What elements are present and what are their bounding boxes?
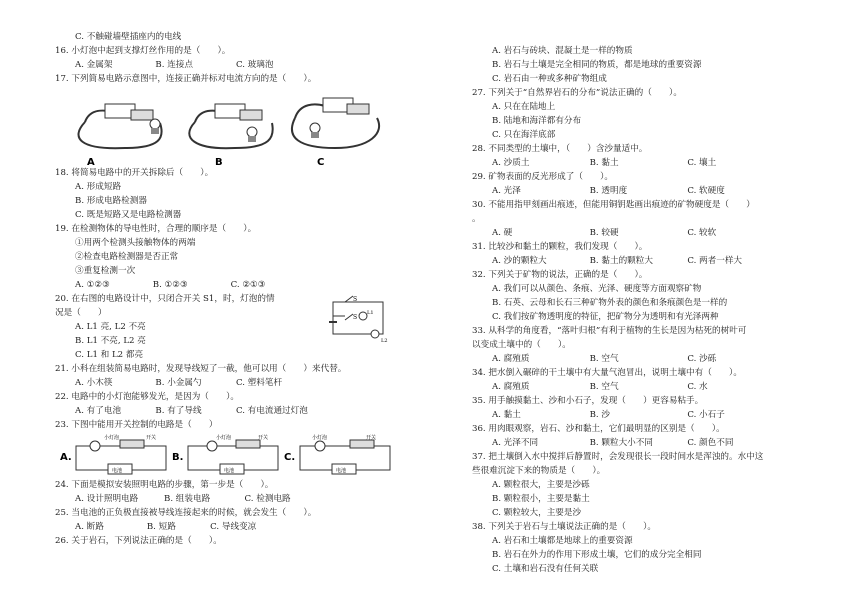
question-text-line: 26. 关于岩石，下列说法正确的是（ ）。 <box>55 536 222 546</box>
question-text-line: A. 形成短路 <box>75 182 122 192</box>
question-text-line: A. 颗粒很大，主要是沙砾 <box>492 480 590 490</box>
circuit-b-diagram <box>189 104 272 148</box>
question-text-line: A. 黏土 B. 沙 C. 小石子 <box>492 410 725 420</box>
option-b-label: B. <box>172 452 184 463</box>
question-text-line: B. 石英、云母和长石三种矿物外表的颜色和条痕颜色是一样的 <box>492 298 728 308</box>
switch-s1-label: S <box>353 296 358 303</box>
question-text-line: C. 土壤和岩石没有任何关联 <box>492 564 599 574</box>
option-b-bulb-text: 小灯泡 <box>216 435 232 441</box>
circuit-a-label: A <box>87 157 95 168</box>
option-c-bulb-text: 小灯泡 <box>312 435 328 441</box>
lamp-l2-label: L2 <box>381 338 388 344</box>
question-text-line: 20. 在右图的电路设计中，只闭合开关 S1，时，灯泡的情 <box>55 294 275 304</box>
question-text-line: B. 岩石与土壤是完全相同的物质，都是地球的重要资源 <box>492 60 702 70</box>
question-text-line: A. 腐殖质 B. 空气 C. 沙砾 <box>492 354 717 364</box>
question-text-line: A. 腐殖质 B. 空气 C. 水 <box>492 382 708 392</box>
question-text-line: 27. 下列关于“自然界岩石的分布”说法正确的（ ）。 <box>472 88 682 98</box>
question-text-line: A. ①②③ B. ①②③ C. ②①③ <box>75 280 266 290</box>
option-b-battery-text: 电池 <box>224 468 235 474</box>
question-text-line: A. 断路 B. 短路 C. 导线变凉 <box>75 522 257 532</box>
option-a-switch-text: 开关 <box>146 435 157 441</box>
circuit-c-label: C <box>317 157 325 168</box>
circuit-c-diagram <box>292 98 379 148</box>
question-text-line: A. 设计照明电路 B. 组装电路 C. 检测电路 <box>75 494 291 504</box>
question-text-line: B. 形成电路检测器 <box>75 196 147 206</box>
question-text-line: A. 光泽 B. 透明度 C. 软硬度 <box>492 186 725 196</box>
question-text-line: A. 沙质土 B. 黏土 C. 壤土 <box>492 158 717 168</box>
question-text-line: 36. 用肉眼观察，岩石、沙和黏土，它们最明显的区别是（ ）。 <box>472 424 725 434</box>
question-text-line: 32. 下列关于矿物的说法，正确的是（ ）。 <box>472 270 648 280</box>
question-text-line: A. 有了电池 B. 有了导线 C. 有电流通过灯泡 <box>75 406 308 416</box>
question-text-line: 17. 下列简易电路示意图中，连接正确并标对电流方向的是（ ）。 <box>55 74 317 84</box>
question-text-line: A. 硬 B. 较硬 C. 较软 <box>492 228 717 238</box>
question-text-line: C. 只在海洋底部 <box>492 130 556 140</box>
question-text-line: A. 沙的颗粒大 B. 黏土的颗粒大 C. 两者一样大 <box>492 256 743 266</box>
option-a-circuit <box>60 434 166 474</box>
circuit-a-diagram <box>78 104 161 148</box>
question-text-line: 34. 把水倒入碾碎的干土壤中有大量气泡冒出，说明土壤中有（ ）。 <box>472 368 742 378</box>
question-text-line: C. L1 和 L2 都亮 <box>75 350 144 360</box>
question-text-line: B. L1 不亮, L2 亮 <box>75 336 146 346</box>
question-text-line: 38. 下列关于岩石与土壤说法正确的是（ ）。 <box>472 522 656 532</box>
question-text-line: ①用两个检测头接触物体的两端 <box>75 238 196 248</box>
question-text-line: 。 <box>472 214 481 224</box>
option-a-label: A. <box>60 452 72 463</box>
option-c-battery-text: 电池 <box>336 468 347 474</box>
question-text-line: C. 颗粒较大，主要是沙 <box>492 508 582 518</box>
question-text-line: 22. 电路中的小灯泡能够发光，是因为（ ）。 <box>55 392 239 402</box>
question-text-line: 30. 不能用指甲刻画出痕迹，但能用铜钥匙画出痕迹的矿物硬度是（ ） <box>472 200 755 210</box>
question-text-line: A. 岩石与砖块、混凝土是一样的物质 <box>492 46 633 56</box>
question-text-line: 19. 在检测物体的导电性时，合理的顺序是（ ）。 <box>55 224 257 234</box>
question-text-line: 25. 当电池的正负极直接被导线连接起来的时候，就会发生（ ）。 <box>55 508 317 518</box>
question-text-line: 35. 用手触摸黏土、沙和小石子，发现（ ）更容易粘手。 <box>472 396 704 406</box>
switch-s2-label: S <box>353 314 358 321</box>
question-text-line: 况是（ ） <box>55 308 107 318</box>
question-text-line: 些很难沉淀下来的物质是（ ）。 <box>472 466 606 476</box>
question-text-line: A. 岩石和土壤都是地球上的重要资源 <box>492 536 633 546</box>
question-text-line: C. 我们按矿物透明度的特征，把矿物分为透明和有光泽两种 <box>492 312 719 322</box>
option-b-switch-text: 开关 <box>258 435 269 441</box>
question-text-line: 29. 矿物表面的反光形成了（ ）。 <box>472 172 614 182</box>
question-text-line: 24. 下面是模拟安装照明电路的步骤，第一步是（ ）。 <box>55 480 274 490</box>
question-text-line: C. 不触碰墙壁插座内的电线 <box>75 32 182 42</box>
lamp-l1-label: L1 <box>367 310 374 316</box>
question-text-line: 21. 小科在组装简易电路时，发现导线短了一截，他可以用（ ）来代替。 <box>55 364 347 374</box>
question-text-line: A. 小木筷 B. 小金属勺 C. 塑料笔杆 <box>75 378 283 388</box>
question-17-circuit-figure <box>65 88 395 168</box>
question-text-line: ②检查电路检测器是否正常 <box>75 252 179 262</box>
question-text-line: B. 颗粒很小，主要是黏土 <box>492 494 590 504</box>
question-text-line: 以变成土壤中的（ ）。 <box>472 340 571 350</box>
question-text-line: 23. 下图中能用开关控制的电路是（ ） <box>55 420 218 430</box>
question-text-line: A. 我们可以从颜色、条痕、光泽、硬度等方面观察矿物 <box>492 284 702 294</box>
question-text-line: 28. 不同类型的土壤中，（ ）含沙量适中。 <box>472 144 648 154</box>
question-text-line: ③重复检测一次 <box>75 266 136 276</box>
option-c-circuit <box>284 434 390 474</box>
question-23-circuit-figure <box>60 432 395 478</box>
question-text-line: 16. 小灯泡中起到支撑灯丝作用的是（ ）。 <box>55 46 231 56</box>
question-text-line: C. 岩石由一种或多种矿物组成 <box>492 74 607 84</box>
option-b-circuit <box>172 434 278 474</box>
question-text-line: A. 只在在陆地上 <box>492 102 556 112</box>
question-text-line: A. L1 亮, L2 不亮 <box>75 322 146 332</box>
question-text-line: A. 金属架 B. 连接点 C. 玻璃泡 <box>75 60 274 70</box>
question-text-line: 18. 将简易电路中的开关拆除后（ ）。 <box>55 168 214 178</box>
option-a-bulb-text: 小灯泡 <box>104 435 120 441</box>
question-text-line: 33. 从科学的角度看，“落叶归根”有利于植物的生长是因为枯死的树叶可 <box>472 326 747 336</box>
question-text-line: 37. 把土壤倒入水中搅拌后静置时，会发现很长一段时间水是浑浊的。水中这 <box>472 452 764 462</box>
question-text-line: C. 既是短路又是电路检测器 <box>75 210 182 220</box>
question-text-line: B. 陆地和海洋都有分布 <box>492 116 582 126</box>
circuit-b-label: B <box>215 157 223 168</box>
question-text-line: B. 岩石在外力的作用下形成土壤，它们的成分完全相同 <box>492 550 702 560</box>
option-c-switch-text: 开关 <box>366 435 377 441</box>
question-text-line: 31. 比较沙和黏土的颗粒，我们发现（ ）。 <box>472 242 648 252</box>
question-20-circuit-figure <box>325 292 395 344</box>
question-text-line: A. 光泽不同 B. 颗粒大小不同 C. 颜色不同 <box>492 438 734 448</box>
option-a-battery-text: 电池 <box>112 468 123 474</box>
option-c-label: C. <box>284 452 296 463</box>
